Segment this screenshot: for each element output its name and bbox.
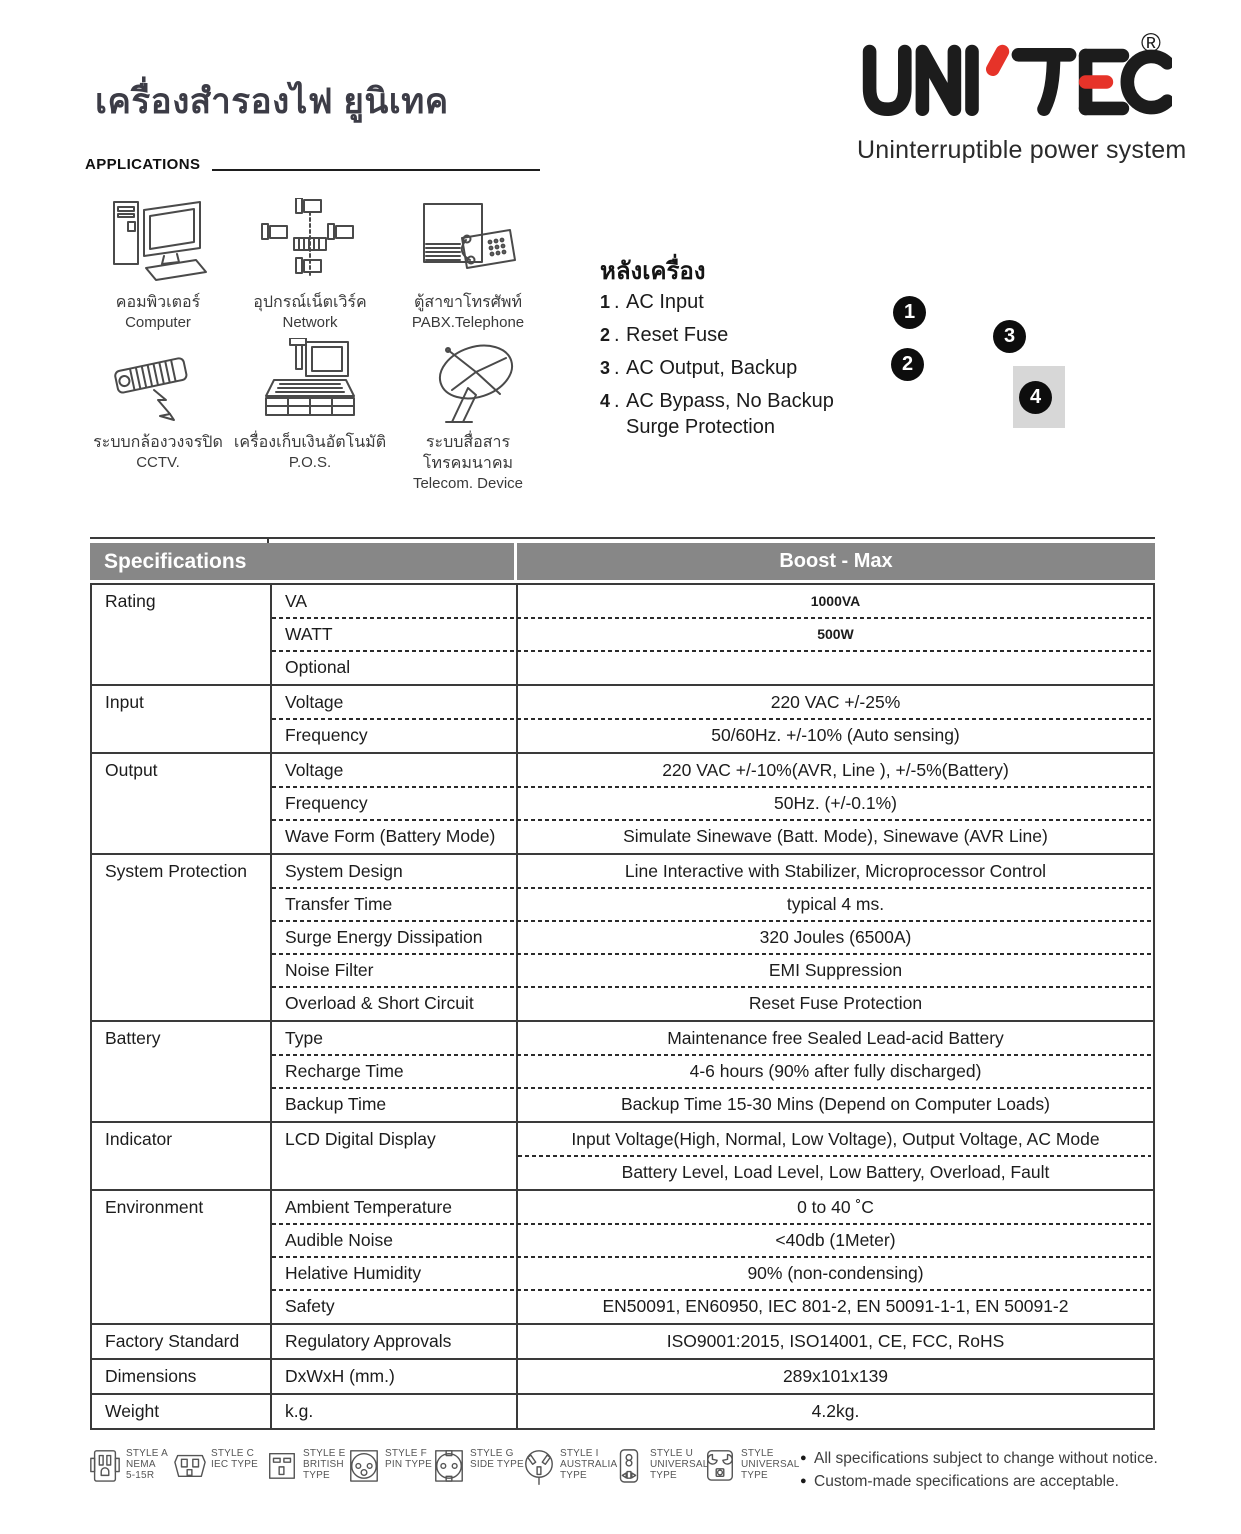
spec-category-label: System Protection [105, 861, 247, 881]
rear-badge-2: 2 [891, 348, 924, 381]
page-title: เครื่องสำรองไฟ ยูนิเทค [95, 82, 449, 121]
plug-style-u-icon [612, 1448, 646, 1488]
table-row [92, 820, 1153, 853]
spec-value: Reset Fuse Protection [748, 993, 923, 1013]
spec-section [92, 754, 1153, 855]
plug-style-label: STYLE A NEMA 5-15R [126, 1448, 168, 1481]
spec-item-label: Wave Form (Battery Mode) [285, 826, 496, 846]
spec-value: 220 VAC +/-25% [770, 692, 901, 712]
table-row [92, 1156, 1153, 1189]
rear-item-dot: . [614, 324, 620, 346]
table-row [92, 1055, 1153, 1088]
spec-category-label: Battery [105, 1028, 161, 1048]
spec-value: 500W [817, 626, 854, 642]
row-dashed-divider [272, 1087, 1151, 1089]
spec-category-label: Output [105, 760, 158, 780]
plug-style-f-icon [347, 1448, 381, 1488]
application-label-english: Network [282, 314, 338, 331]
table-row [92, 1360, 1153, 1393]
column-divider [270, 855, 272, 1020]
table-row [92, 618, 1153, 651]
rear-badge-4: 4 [1019, 381, 1052, 414]
spec-value: 50Hz. (+/-0.1%) [773, 793, 898, 813]
row-dashed-divider [272, 650, 1151, 652]
plug-style-c-icon [173, 1448, 207, 1488]
table-row [92, 651, 1153, 684]
table-row [92, 921, 1153, 954]
spec-item-label: Frequency [285, 725, 368, 745]
pabx-telephone-icon [418, 198, 518, 290]
spec-section [92, 1360, 1153, 1395]
rear-item-text: Reset Fuse [626, 324, 729, 346]
spec-value: 1000VA [810, 593, 861, 609]
applications-heading: APPLICATIONS [85, 156, 201, 173]
row-dashed-divider [272, 1054, 1151, 1056]
column-divider [270, 585, 272, 684]
application-item [76, 198, 240, 333]
table-row [92, 1224, 1153, 1257]
table-row [92, 954, 1153, 987]
plug-style-label: STYLE C IEC TYPE [211, 1448, 258, 1470]
table-row [92, 1290, 1153, 1323]
rear-panel-item [600, 388, 930, 440]
spec-section [92, 1395, 1153, 1428]
application-label-thai: คอมพิวเตอร์ [115, 294, 201, 311]
bullet-icon: ● [800, 1475, 807, 1487]
spec-item-label: Noise Filter [285, 960, 374, 980]
telecom-device-icon [418, 338, 518, 430]
spec-item-label: Helative Humidity [285, 1263, 422, 1283]
row-dashed-divider [518, 1155, 1151, 1157]
spec-item-label: DxWxH (mm.) [285, 1366, 395, 1386]
row-dashed-divider [272, 887, 1151, 889]
spec-section [92, 1325, 1153, 1360]
plug-style-label: STYLE I AUSTRALIA TYPE [560, 1448, 618, 1481]
spec-item-label: Voltage [285, 692, 344, 712]
spec-section [92, 1123, 1153, 1191]
spec-value: Backup Time 15-30 Mins (Depend on Computer Loads) [621, 1094, 1050, 1114]
plug-style-label: STYLE E BRITISH TYPE [303, 1448, 346, 1481]
row-dashed-divider [272, 953, 1151, 955]
spec-category-label: Input [105, 692, 144, 712]
application-label-thai: ระบบสื่อสารโทรคมนาคม [422, 434, 514, 472]
table-row [92, 1257, 1153, 1290]
rear-item-number: 4 [600, 391, 611, 411]
spec-section [92, 585, 1153, 686]
application-label-thai: ระบบกล้องวงจรปิด [93, 434, 223, 451]
column-divider [516, 1325, 518, 1358]
plug-style-e-icon [265, 1448, 299, 1488]
spec-item-label: LCD Digital Display [285, 1129, 436, 1149]
column-divider [270, 1022, 272, 1121]
spec-value: Maintenance free Sealed Lead-acid Battery [667, 1028, 1004, 1048]
network-icon [260, 198, 360, 290]
spec-value: 4-6 hours (90% after fully discharged) [689, 1061, 982, 1081]
row-dashed-divider [272, 1289, 1151, 1291]
spec-item-label: k.g. [285, 1401, 314, 1421]
table-header-specifications: Specifications [104, 550, 247, 573]
column-divider [270, 1123, 272, 1189]
logo-apostrophe [993, 52, 1003, 70]
plug-style-label: STYLE G SIDE TYPE [470, 1448, 524, 1470]
applications-rule [212, 169, 540, 171]
plug-style-label: STYLE F PIN TYPE [385, 1448, 432, 1470]
rear-panel-item [600, 289, 930, 315]
table-row [92, 1022, 1153, 1055]
spec-item-label: Optional [285, 657, 351, 677]
application-item [76, 338, 240, 473]
column-divider [516, 1360, 518, 1393]
column-divider [516, 585, 518, 684]
application-label-english: PABX.Telephone [411, 314, 525, 331]
table-row [92, 1088, 1153, 1121]
rear-panel-item [600, 322, 930, 348]
rear-item-text: AC Output, Backup [626, 357, 798, 379]
spec-value: 289x101x139 [782, 1366, 889, 1386]
plug-style-g-icon [432, 1448, 466, 1488]
pos-icon [260, 338, 360, 430]
rear-item-number: 1 [600, 292, 611, 312]
application-label-thai: อุปกรณ์เน็ตเวิร์ค [253, 294, 367, 311]
application-label-thai: เครื่องเก็บเงินอัตโนมัติ [233, 434, 387, 451]
table-row [92, 1395, 1153, 1428]
application-item [228, 338, 392, 473]
spec-item-label: System Design [285, 861, 403, 881]
column-divider [516, 1022, 518, 1121]
application-label-english: Telecom. Device [412, 475, 524, 492]
table-row [92, 585, 1153, 618]
spec-value: 320 Joules (6500A) [759, 927, 912, 947]
table-header [90, 543, 1155, 580]
table-row [92, 686, 1153, 719]
spec-value: EMI Suppression [768, 960, 903, 980]
spec-value: 90% (non-condensing) [747, 1263, 924, 1283]
spec-item-label: Safety [285, 1296, 335, 1316]
application-label-thai: ตู้สาขาโทรศัพท์ [413, 294, 523, 311]
rear-item-text: AC Bypass, No Backup Surge Protection [626, 390, 834, 438]
table-row [92, 888, 1153, 921]
column-divider [270, 1325, 272, 1358]
table-row [92, 787, 1153, 820]
spec-value: Input Voltage(High, Normal, Low Voltage), Output Voltage, AC Mode [571, 1129, 1100, 1149]
spec-value: 50/60Hz. +/-10% (Auto sensing) [711, 725, 960, 745]
spec-category-label: Environment [105, 1197, 204, 1217]
spec-item-label: Ambient Temperature [285, 1197, 452, 1217]
application-item [386, 198, 550, 333]
rear-item-dot: . [614, 390, 620, 412]
row-dashed-divider [272, 986, 1151, 988]
footer-note [800, 1470, 1180, 1493]
spec-category-label: Rating [105, 591, 156, 611]
column-divider [516, 855, 518, 1020]
spec-value: 0 to 40 ˚C [797, 1197, 874, 1217]
table-body [90, 583, 1155, 1430]
rear-item-number: 2 [600, 325, 611, 345]
spec-item-label: Surge Energy Dissipation [285, 927, 483, 947]
spec-item-label: Backup Time [285, 1094, 387, 1114]
spec-item-label: Transfer Time [285, 894, 393, 914]
spec-value: 220 VAC +/-10%(AVR, Line ), +/-5%(Battery) [662, 760, 1009, 780]
application-label-english: CCTV. [136, 454, 180, 471]
brand-tagline: Uninterruptible power system [857, 136, 1187, 164]
spec-item-label: Recharge Time [285, 1061, 404, 1081]
plug-style-label: STYLE UNIVERSAL TYPE [741, 1448, 800, 1481]
spec-section [92, 1022, 1153, 1123]
spec-value [518, 651, 1153, 684]
application-label-english: Computer [125, 314, 191, 331]
rear-item-number: 3 [600, 358, 611, 378]
footer-note [800, 1447, 1180, 1470]
rear-panel-heading: หลังเครื่อง [600, 258, 706, 285]
row-dashed-divider [272, 786, 1151, 788]
spec-value: Battery Level, Load Level, Low Battery, Overload, Fault [621, 1162, 1050, 1182]
spec-value: EN50091, EN60950, IEC 801-2, EN 50091-1-1, EN 50091-2 [602, 1296, 1069, 1316]
spec-section [92, 855, 1153, 1022]
plug-style-universal-icon [703, 1448, 737, 1488]
table-row [92, 1123, 1153, 1156]
plug-style-label: STYLE U UNIVERSAL TYPE [650, 1448, 709, 1481]
spec-value: 4.2kg. [811, 1401, 860, 1421]
row-dashed-divider [272, 718, 1151, 720]
spec-category-label: Weight [105, 1401, 160, 1421]
spec-category-label: Dimensions [105, 1366, 197, 1386]
table-header-boost-max: Boost - Max [779, 550, 893, 572]
application-item [386, 338, 550, 494]
cctv-icon [108, 338, 208, 430]
footer-note-text: All specifications subject to change without notice. [814, 1450, 1158, 1467]
plug-style-a-icon [88, 1448, 122, 1488]
plug-style-i-icon [522, 1448, 556, 1488]
spec-value: Simulate Sinewave (Batt. Mode), Sinewave (AVR Line) [623, 826, 1048, 846]
rear-badge-1: 1 [893, 296, 926, 329]
row-dashed-divider [272, 819, 1151, 821]
spec-section [92, 686, 1153, 754]
rear-panel-item [600, 355, 930, 381]
rear-badge-3: 3 [993, 320, 1026, 353]
spec-item-label: VA [285, 591, 308, 611]
bullet-icon: ● [800, 1452, 807, 1464]
column-divider [516, 754, 518, 853]
row-dashed-divider [272, 920, 1151, 922]
row-dashed-divider [272, 1223, 1151, 1225]
spec-item-label: Overload & Short Circuit [285, 993, 474, 1013]
rear-panel-list [600, 289, 930, 447]
table-row [92, 987, 1153, 1020]
spec-item-label: Voltage [285, 760, 344, 780]
application-item [228, 198, 392, 333]
spec-value: ISO9001:2015, ISO14001, CE, FCC, RoHS [666, 1331, 1005, 1351]
table-row [92, 719, 1153, 752]
spec-item-label: Type [285, 1028, 323, 1048]
spec-value: Line Interactive with Stabilizer, Microprocessor Control [624, 861, 1047, 881]
table-row [92, 754, 1153, 787]
spec-value: <40db (1Meter) [775, 1230, 896, 1250]
footer-note-text: Custom-made specifications are acceptable. [814, 1473, 1119, 1490]
spec-item-label [272, 1156, 518, 1189]
column-divider [270, 754, 272, 853]
footer-notes [800, 1447, 1180, 1493]
spec-category-label: Indicator [105, 1129, 173, 1149]
table-row [92, 855, 1153, 888]
rear-item-text: AC Input [626, 291, 704, 313]
column-divider [516, 1395, 518, 1428]
spec-item-label: Frequency [285, 793, 368, 813]
table-top-rule [90, 537, 1155, 539]
rear-item-dot: . [614, 357, 620, 379]
row-dashed-divider [272, 617, 1151, 619]
computer-icon [108, 198, 208, 290]
row-dashed-divider [272, 1256, 1151, 1258]
unitec-logo [852, 34, 1172, 130]
table-row [92, 1325, 1153, 1358]
table-row [92, 1191, 1153, 1224]
spec-category-label: Factory Standard [105, 1331, 240, 1351]
spec-item-label: WATT [285, 624, 333, 644]
column-divider [270, 1395, 272, 1428]
spec-item-label: Regulatory Approvals [285, 1331, 452, 1351]
spec-value: typical 4 ms. [786, 894, 885, 914]
spec-item-label: Audible Noise [285, 1230, 393, 1250]
rear-item-dot: . [614, 291, 620, 313]
column-divider [270, 1360, 272, 1393]
registered-trademark: ® [1141, 28, 1161, 58]
application-label-english: P.O.S. [288, 454, 332, 471]
spec-section [92, 1191, 1153, 1325]
